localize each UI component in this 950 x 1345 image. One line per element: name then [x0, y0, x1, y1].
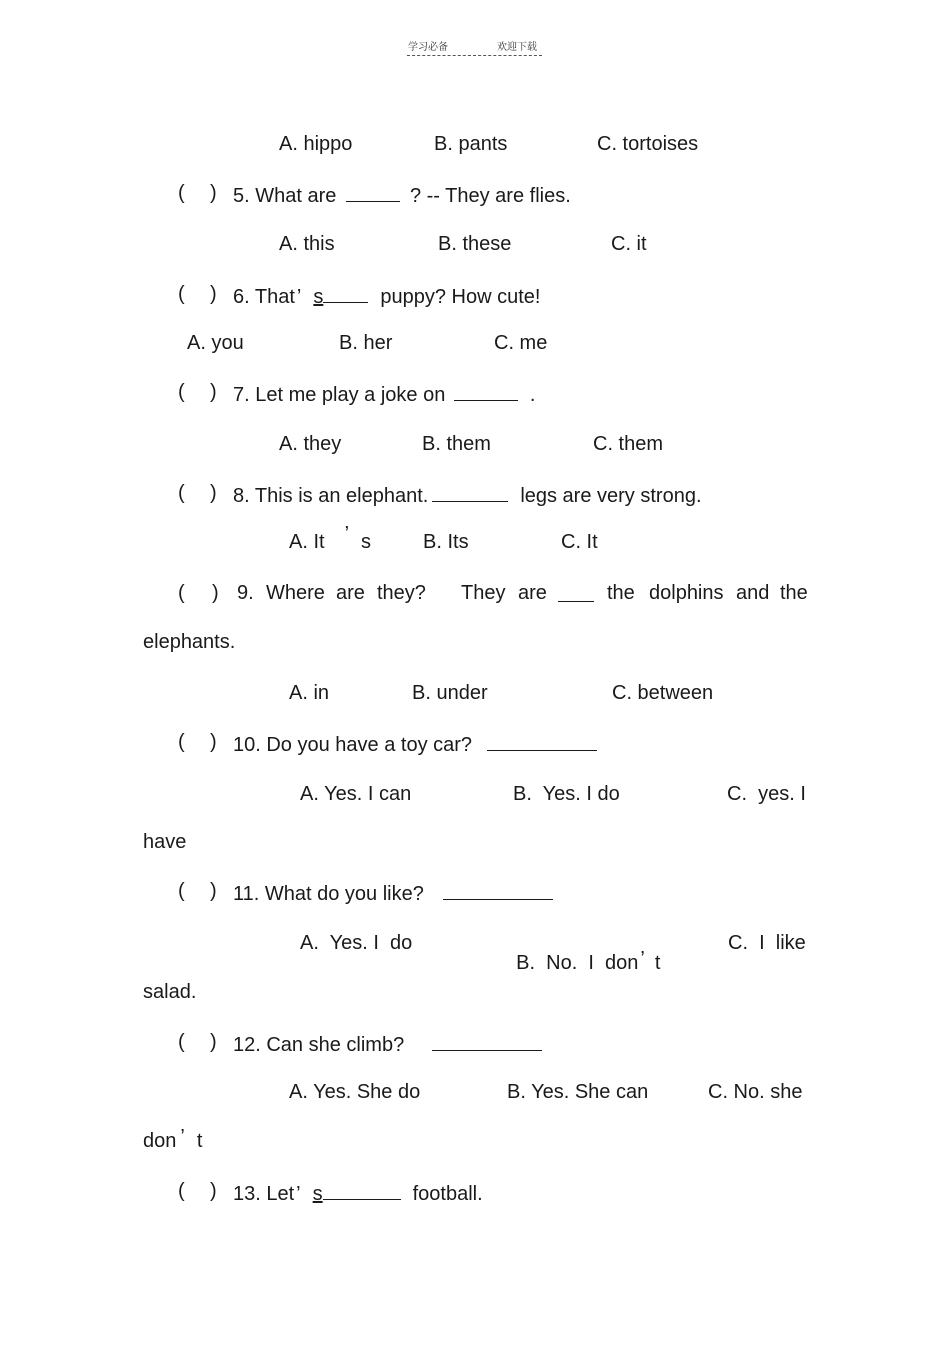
q10-paren-close: ): [210, 731, 217, 753]
q12-cont-t: t: [196, 1130, 203, 1152]
q5-text-post: ? -- They are flies.: [409, 185, 571, 207]
q10-text-pre: 10. Do you have a toy car?: [233, 734, 473, 756]
q6-apostrophe: ’: [296, 286, 302, 308]
q5-answer-blank[interactable]: [346, 183, 400, 202]
q12-cont-apostrophe: ’: [180, 1126, 185, 1148]
q11-option-a: A. Yes. I do: [300, 932, 413, 954]
q4-option-c: C. tortoises: [597, 133, 699, 155]
q9-word-where: Where: [266, 582, 325, 604]
q5-option-c: C. it: [611, 233, 647, 255]
q10-answer-blank[interactable]: [487, 732, 597, 751]
q9-option-b: B. under: [412, 682, 488, 704]
q6-question: [233, 284, 540, 307]
q5-paren-open: (: [178, 182, 185, 204]
q13-text-pre: 13. Let: [233, 1183, 295, 1205]
q13-answer-blank[interactable]: [323, 1181, 401, 1200]
q6-letter-s: s: [313, 286, 324, 308]
q11-paren-open: (: [178, 880, 185, 902]
q11-option-b-apostrophe: ’: [640, 948, 645, 970]
q5-option-b: B. these: [438, 233, 512, 255]
q9-option-c: C. between: [612, 682, 714, 704]
q7-paren-open: (: [178, 381, 185, 403]
q11-answer-blank[interactable]: [443, 881, 553, 900]
q13-apostrophe: ’: [296, 1183, 301, 1205]
q5-paren-close: ): [210, 182, 217, 204]
q6-paren-open: (: [178, 283, 185, 305]
q8-option-c: C. It: [561, 531, 598, 553]
q11-option-b-text: B. No. I don: [516, 952, 639, 974]
q8-option-b: B. Its: [423, 531, 469, 553]
q9-word-they: they?: [377, 582, 426, 604]
q9-answer-blank[interactable]: [558, 583, 594, 602]
q12-paren-open: (: [178, 1031, 185, 1053]
q8-text-pre: 8. This is an elephant.: [233, 485, 429, 507]
q11-paren-close: ): [210, 880, 217, 902]
q10-option-c: C. yes. I: [727, 783, 806, 805]
q6-text-pre: 6. That: [233, 286, 295, 308]
q5-question: [233, 183, 571, 206]
q8-option-a-s: s: [361, 531, 372, 553]
q5-text-pre: 5. What are: [233, 185, 337, 207]
q13-paren-open: (: [178, 1180, 185, 1202]
q9-paren-close: ): [212, 582, 219, 604]
q12-continuation: [143, 1126, 203, 1152]
q11-text-pre: 11. What do you like?: [233, 883, 424, 905]
q13-question: [233, 1181, 483, 1204]
header-right: 欢迎下载: [497, 42, 537, 53]
q11-question: [233, 881, 553, 904]
q9-word-are-2: are: [518, 582, 547, 604]
q4-option-a: A. hippo: [279, 133, 353, 155]
q9-option-a: A. in: [289, 682, 330, 704]
q8-answer-blank[interactable]: [432, 483, 508, 502]
q8-question: [233, 483, 702, 506]
q6-paren-close: ): [210, 283, 217, 305]
q7-answer-blank[interactable]: [454, 382, 518, 401]
q12-cont-text: don: [143, 1130, 177, 1152]
q12-option-c: C. No. she: [708, 1081, 803, 1103]
q8-paren-open: (: [178, 482, 185, 504]
q4-option-b: B. pants: [434, 133, 508, 155]
q9-paren-open: (: [178, 582, 185, 604]
q13-text-post: football.: [412, 1183, 483, 1205]
q8-text-post: legs are very strong.: [520, 485, 702, 507]
q11-option-c: C. I like: [728, 932, 806, 954]
q6-option-b: B. her: [339, 332, 393, 354]
q9-continuation: elephants.: [143, 631, 236, 653]
q6-answer-blank[interactable]: [323, 284, 368, 303]
q9-word-are: are: [336, 582, 365, 604]
q12-option-b: B. Yes. She can: [507, 1081, 649, 1103]
q10-option-a: A. Yes. I can: [300, 783, 412, 805]
q6-option-a: A. you: [187, 332, 244, 354]
q12-answer-blank[interactable]: [432, 1032, 542, 1051]
q10-paren-open: (: [178, 731, 185, 753]
q9-word-they-2: They: [461, 582, 506, 604]
q7-text-post: .: [529, 384, 536, 406]
q7-option-b: B. them: [422, 433, 491, 455]
q8-option-a-text: A. It: [289, 531, 325, 553]
q8-option-a-apostrophe: ’: [344, 523, 350, 545]
q12-text-pre: 12. Can she climb?: [233, 1034, 405, 1056]
q9-word-the-2: the: [780, 582, 808, 604]
q8-paren-close: ): [210, 482, 217, 504]
q13-letter-s: s: [312, 1183, 323, 1205]
q9-word-dolphins: dolphins: [649, 582, 724, 604]
q5-option-a: A. this: [279, 233, 335, 255]
q11-continuation: salad.: [143, 981, 197, 1003]
q7-option-c: C. them: [593, 433, 664, 455]
q12-option-a: A. Yes. She do: [289, 1081, 421, 1103]
q6-option-c: C. me: [494, 332, 548, 354]
q10-option-b: B. Yes. I do: [513, 783, 620, 805]
q6-text-post: puppy? How cute!: [380, 286, 541, 308]
q7-question: [233, 382, 535, 405]
q10-question: [233, 732, 597, 755]
q12-paren-close: ): [210, 1031, 217, 1053]
q11-option-b: [505, 933, 660, 973]
q9-number: 9.: [237, 582, 254, 604]
q9-word-and: and: [736, 582, 770, 604]
q9-blank-wrap: [558, 583, 594, 606]
q13-paren-close: ): [210, 1180, 217, 1202]
q10-continuation: have: [143, 831, 187, 853]
q8-option-a: [289, 523, 372, 553]
q7-text-pre: 7. Let me play a joke on: [233, 384, 446, 406]
q11-option-b-t: t: [654, 952, 661, 974]
q12-question: [233, 1032, 542, 1055]
header-left: 学习必备: [408, 42, 448, 53]
q9-word-the: the: [607, 582, 635, 604]
q7-option-a: A. they: [279, 433, 342, 455]
q7-paren-close: ): [210, 381, 217, 403]
header-rule: [407, 55, 542, 56]
